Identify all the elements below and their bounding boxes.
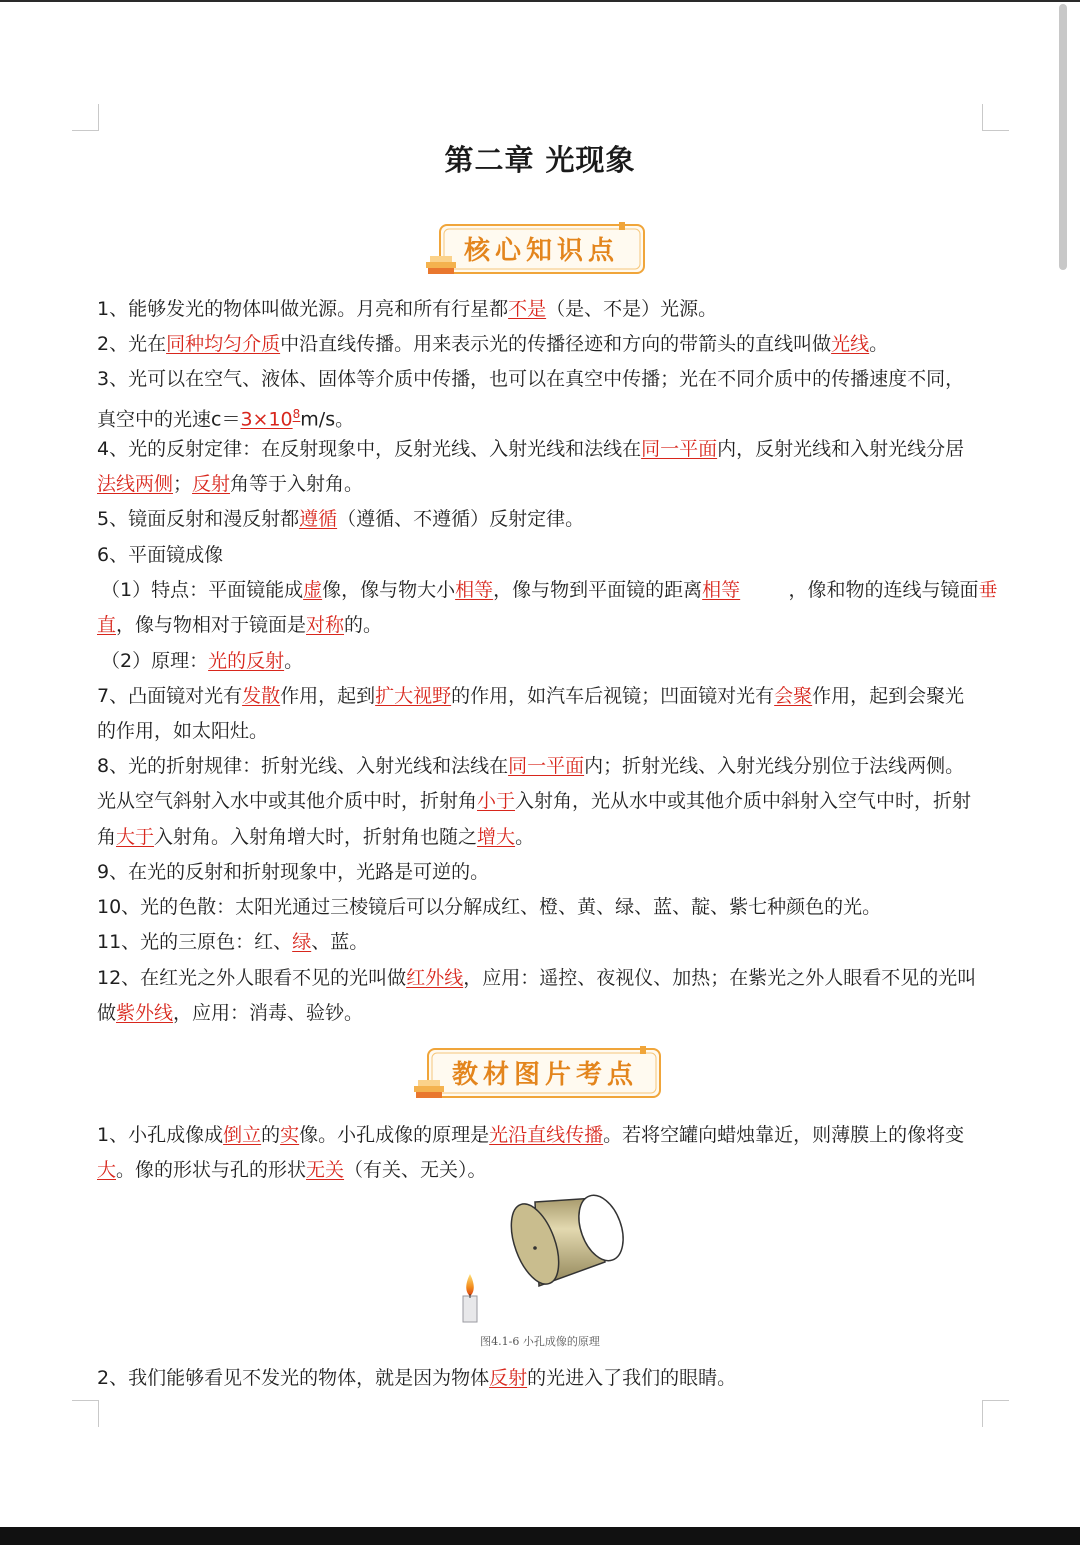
point-4: 4、光的反射定律：在反射现象中，反射光线、入射光线和法线在同一平面内，反射光线和入射光线分居 — [97, 438, 965, 460]
margin-mark-bottom-right — [982, 1400, 1009, 1427]
point-6-2: （2）原理：光的反射。 — [101, 650, 304, 672]
point-6: 6、平面镜成像 — [97, 544, 224, 566]
margin-mark-top-left — [72, 104, 99, 131]
section-badge-core-knowledge — [424, 222, 650, 274]
candle-icon — [463, 1274, 477, 1322]
scrollbar-thumb[interactable] — [1059, 4, 1067, 270]
point-3-cont: 真空中的光速$c=3\times 10^8m/s$。 — [97, 407, 355, 431]
point-1: 1、能够发光的物体叫做光源。月亮和所有行星都不是（是、不是）光源。 — [97, 298, 718, 320]
point-12: 12、在红光之外人眼看不见的光叫做红外线，应用：遥控、夜视仪、加热；在紫光之外人眼看不见的光叫 — [97, 967, 977, 989]
margin-mark-bottom-left — [72, 1400, 99, 1427]
point-8-cont-2: 角大于入射角。入射角增大时，折射角也随之增大。 — [97, 826, 535, 848]
point-6-1-cont: 直，像与物相对于镜面是对称的。 — [97, 614, 383, 636]
chapter-title: 第二章 光现象 — [444, 143, 636, 177]
point-3: 3、光可以在空气、液体、固体等介质中传播，也可以在真空中传播；光在不同介质中的传播速度不同， — [97, 368, 965, 390]
badge-label: 核心知识点 — [464, 236, 620, 266]
badge-label: 教材图片考点 — [452, 1060, 639, 1090]
pinhole-camera-figure — [455, 1190, 635, 1330]
point-7: 7、凸面镜对光有发散作用，起到扩大视野的作用，如汽车后视镜；凹面镜对光有会聚作用，起到会聚光 — [97, 685, 965, 707]
figure-point-1-cont: 大。像的形状与孔的形状无关（有关、无关）。 — [97, 1159, 487, 1181]
point-10: 10、光的色散：太阳光通过三棱镜后可以分解成红、橙、黄、绿、蓝、靛、紫七种颜色的光。 — [97, 896, 882, 918]
point-9: 9、在光的反射和折射现象中，光路是可逆的。 — [97, 861, 490, 883]
point-6-1: （1）特点：平面镜能成虚像，像与物大小相等，像与物到平面镜的距离相等 ，像和物的连线与镜面垂 — [101, 579, 998, 601]
figure-caption: 图4.1-6 小孔成像的原理 — [480, 1335, 600, 1348]
figure-point-2: 2、我们能够看见不发光的物体，就是因为物体反射的光进入了我们的眼睛。 — [97, 1367, 737, 1389]
section-badge-textbook-figures — [412, 1046, 666, 1098]
point-2: 2、光在同种均匀介质中沿直线传播。用来表示光的传播径迹和方向的带箭头的直线叫做光线。 — [97, 333, 889, 355]
point-8: 8、光的折射规律：折射光线、入射光线和法线在同一平面内；折射光线、入射光线分别位于法线两侧。 — [97, 755, 965, 777]
point-12-cont: 做紫外线，应用：消毒、验钞。 — [97, 1002, 364, 1024]
bottom-bar — [0, 1527, 1080, 1545]
margin-mark-top-right — [982, 104, 1009, 131]
point-4-cont: 法线两侧；反射角等于入射角。 — [97, 473, 364, 495]
point-7-cont: 的作用，如太阳灶。 — [97, 720, 269, 742]
figure-point-1: 1、小孔成像成倒立的实像。小孔成像的原理是光沿直线传播。若将空罐向蜡烛靠近，则薄膜上的像将变 — [97, 1124, 965, 1146]
point-5: 5、镜面反射和漫反射都遵循（遵循、不遵循）反射定律。 — [97, 508, 585, 530]
point-8-cont-1: 光从空气斜射入水中或其他介质中时，折射角小于入射角，光从水中或其他介质中斜射入空气中时，折射 — [97, 790, 972, 812]
can-icon — [502, 1190, 632, 1290]
point-11: 11、光的三原色：红、绿、蓝。 — [97, 931, 369, 953]
top-border — [0, 0, 1080, 2]
